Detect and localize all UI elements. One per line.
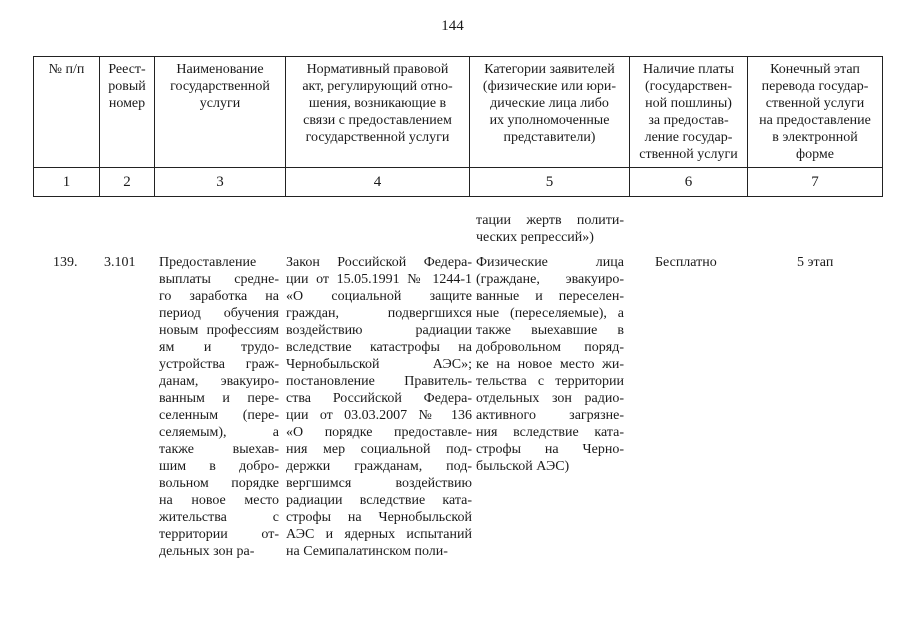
text-line: «О порядке предоставле-	[286, 425, 472, 440]
text-line: держки гражданам, под-	[286, 459, 472, 474]
text-line: ния мер социальной под-	[286, 442, 472, 457]
header-line: государственной	[170, 79, 270, 94]
header-cell	[155, 57, 286, 168]
header-line: их уполномоченные	[489, 113, 610, 128]
header-line: в электронной	[772, 130, 858, 145]
header-line: Наличие платы	[642, 62, 735, 77]
header-line: ровый	[108, 79, 146, 94]
header-line: на предоставление	[759, 113, 871, 128]
text-line: ванные и переселен-	[476, 289, 624, 304]
column-number: 7	[748, 168, 883, 197]
text-line: ния вследствие ката-	[476, 425, 624, 440]
header-line: ственной услуги	[765, 96, 865, 111]
header-line: ной пошлины)	[645, 96, 732, 111]
text-line: дельных зон ра-	[159, 544, 255, 559]
text-line: на Семипалатинском поли-	[286, 544, 448, 559]
text-line: селенным (пере-	[159, 408, 279, 423]
text-line: период обучения	[159, 306, 279, 321]
registry-number: 3.101	[104, 255, 136, 270]
header-line: Конечный этап	[770, 62, 860, 77]
service-name	[159, 254, 279, 560]
header-line: представители)	[503, 130, 596, 145]
text-line: данам, эвакуиро-	[159, 374, 279, 389]
text-line: шим в добро-	[159, 459, 279, 474]
table-header-row	[34, 57, 883, 168]
legal-act	[286, 254, 472, 560]
header-line: за предостав-	[648, 113, 729, 128]
text-line: граждан, подвергшихся	[286, 306, 472, 321]
text-line: постановление Правитель-	[286, 374, 472, 389]
text-line: ции от 15.05.1991 № 1244-1	[286, 272, 472, 287]
text-line: (граждане, эвакуиро-	[476, 272, 624, 287]
column-number: 5	[470, 168, 630, 197]
text-line: го заработка на	[159, 289, 279, 304]
text-line: ции от 03.03.2007 № 136	[286, 408, 472, 423]
header-line: № п/п	[48, 62, 85, 77]
text-line: новым профессиям	[159, 323, 279, 338]
header-cell	[630, 57, 748, 168]
final-stage: 5 этап	[797, 255, 834, 270]
text-line: ке на новое место жи-	[476, 357, 624, 372]
row-number: 139.	[53, 255, 78, 270]
column-number: 4	[286, 168, 470, 197]
text-line: Закон Российской Федера-	[286, 255, 472, 270]
column-number: 6	[630, 168, 748, 197]
header-line: ственной услуги	[639, 147, 738, 162]
text-line: вольном порядке	[159, 476, 279, 491]
header-line: Нормативный правовой	[306, 62, 449, 77]
text-line: тации жертв полити-	[476, 213, 624, 228]
text-line: добровольном поряд-	[476, 340, 624, 355]
column-number: 1	[34, 168, 100, 197]
header-cell	[470, 57, 630, 168]
header-line: ление государ-	[644, 130, 733, 145]
header-line: государственной услуги	[305, 130, 450, 145]
text-line: воздействию радиации	[286, 323, 472, 338]
column-number: 2	[100, 168, 155, 197]
text-line: также выехавшие в	[476, 323, 624, 338]
text-line: на новое место	[159, 493, 279, 508]
column-number: 3	[155, 168, 286, 197]
text-line: активного загрязне-	[476, 408, 624, 423]
text-line: «О социальной защите	[286, 289, 472, 304]
header-line: форме	[796, 147, 834, 162]
text-line: устройства граж-	[159, 357, 279, 372]
header-line: номер	[108, 96, 146, 111]
text-line: жительства с	[159, 510, 279, 525]
text-line: отдельных зон радио-	[476, 391, 624, 406]
text-line: Чернобыльской АЭС»;	[286, 357, 472, 372]
header-line: (физические или юри-	[482, 79, 617, 94]
header-line: акт, регулирующий отно-	[302, 79, 453, 94]
text-line: ям и трудо-	[159, 340, 279, 355]
column-number-row	[34, 168, 883, 197]
text-line: ства Российской Федера-	[286, 391, 472, 406]
text-line: выплаты средне-	[159, 272, 279, 287]
header-line: шения, возникающие в	[308, 96, 447, 111]
text-line: строфы на Чернобыльской	[286, 510, 472, 525]
page-number: 144	[441, 18, 464, 34]
header-line: (государствен-	[644, 79, 733, 94]
text-line: ческих репрессий»)	[476, 230, 594, 245]
header-cell	[748, 57, 883, 168]
header-cell	[100, 57, 155, 168]
continuation-text	[476, 212, 624, 246]
text-line: вследствие катастрофы на	[286, 340, 472, 355]
header-line: Категории заявителей	[484, 62, 615, 77]
header-line: Реест-	[108, 62, 146, 77]
text-line: строфы на Черно-	[476, 442, 624, 457]
text-line: АЭС и ядерных испытаний	[286, 527, 472, 542]
text-line: Физические лица	[476, 255, 624, 270]
text-line: вергшимся воздействию	[286, 476, 472, 491]
header-cell	[286, 57, 470, 168]
text-line: территории от-	[159, 527, 279, 542]
fee-status: Бесплатно	[655, 255, 717, 270]
services-register-table	[33, 56, 883, 197]
header-line: дические лица либо	[490, 96, 609, 111]
text-line: радиации вследствие ката-	[286, 493, 472, 508]
header-line: Наименование	[176, 62, 264, 77]
applicant-category	[476, 254, 624, 475]
header-line: услуги	[199, 96, 241, 111]
header-line: связи с предоставлением	[303, 113, 452, 128]
text-line: селяемым), а	[159, 425, 279, 440]
text-line: также выехав-	[159, 442, 279, 457]
header-line: перевода государ-	[761, 79, 869, 94]
header-cell	[34, 57, 100, 168]
text-line: быльской АЭС)	[476, 459, 570, 474]
text-line: Предоставление	[159, 255, 257, 270]
text-line: ные (переселяемые), а	[476, 306, 624, 321]
text-line: ванным и пере-	[159, 391, 279, 406]
text-line: тельства с территории	[476, 374, 624, 389]
